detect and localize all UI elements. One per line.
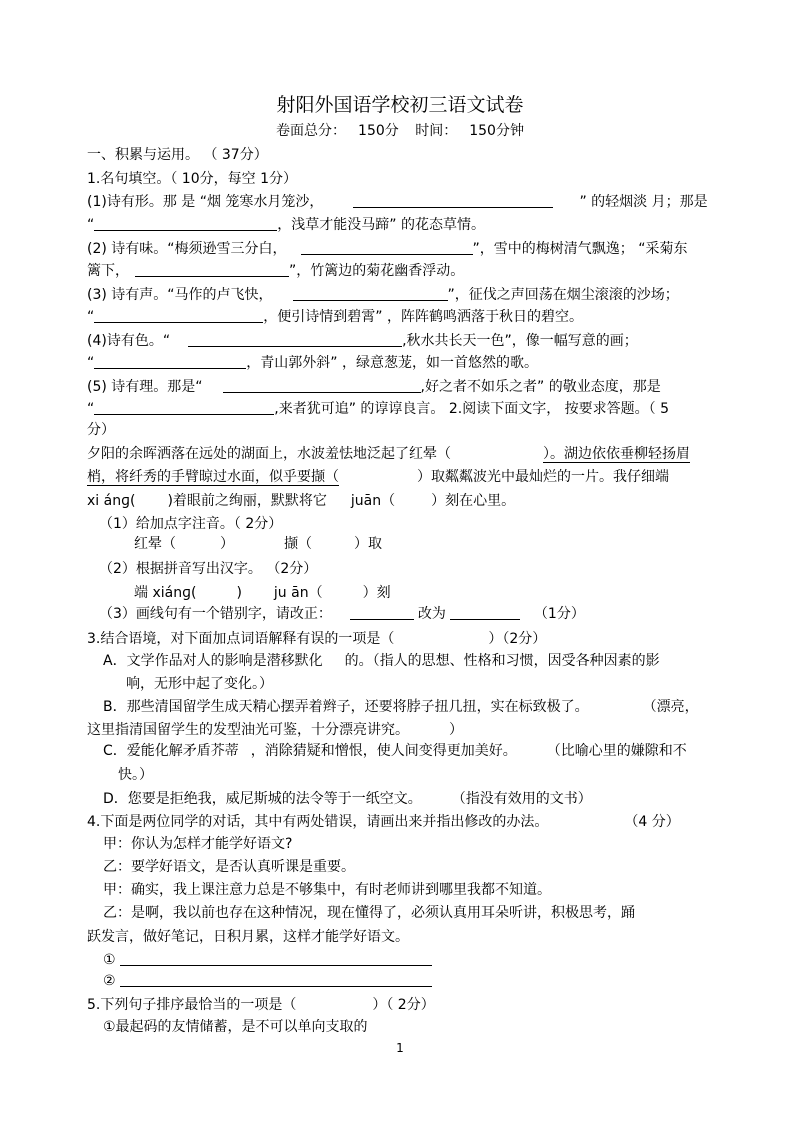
answer-blank[interactable] (94, 354, 246, 369)
answer-blank[interactable] (120, 951, 432, 966)
answer-blank[interactable] (293, 286, 448, 301)
q3-option-b-cont: 这里指清国留学生的发型油光可鉴，十分漂亮讲究。 ） (87, 722, 463, 738)
answer-blank[interactable] (450, 605, 520, 620)
question-5: 5.下列句子排序最恰当的一项是（ ）（ 2分） (87, 997, 435, 1013)
answer-blank[interactable] (94, 308, 263, 323)
q1-line-9: (5) 诗有理。那是“ ,好之者不如乐之者” 的敬业态度，那是 (87, 379, 661, 395)
dialogue-line-2: 乙：要学好语文，是否认真听课是重要。 (103, 859, 355, 875)
answer-blank[interactable] (353, 193, 553, 208)
q2-2: （2）根据拼音写出汉字。 （2分） (99, 561, 318, 577)
q1-line-7: (4)诗有色。“ ,秋水共长天一色”，像一幅写意的画； (87, 333, 638, 349)
question-4: 4.下面是两位同学的对话，其中有两处错误，请画出来并指出修改的办法。 （4 分） (87, 814, 680, 830)
q1-line-1: (1)诗有形。那 是 “烟 笼寒水月笼沙， ” 的轻烟淡 月；那是 (87, 194, 708, 210)
q3-option-c-cont: 快。） (118, 767, 153, 783)
answer-blank[interactable] (94, 216, 277, 231)
answer-blank[interactable] (135, 262, 289, 277)
exam-info (0, 122, 800, 140)
answer-blank[interactable] (223, 378, 421, 393)
question-3: 3.结合语境，对下面加点词语解释有误的一项是（ ）（2分） (87, 631, 547, 647)
passage-line-2: 梢，将纤秀的手臂晾过水面，似乎要撷（ ）取粼粼波光中最灿烂的一片。我仔细端 (87, 469, 669, 485)
q1-line-3: (2) 诗有味。“梅须逊雪三分白， ”，雪中的梅树清气飘逸； “采菊东 (87, 241, 688, 257)
q3-option-a-cont: 响，无形中起了变化。） (126, 676, 273, 692)
dialogue-line-5: 跃发言，做好笔记，日积月累，这样才能学好语文。 (87, 929, 409, 945)
section-heading: 一、积累与运用。 （ 37分） (87, 147, 268, 163)
dialogue-line-3: 甲：确实，我上课注意力总是不够集中，有时老师讲到哪里我都不知道。 (103, 882, 551, 898)
q1-line-4: 篱下， ”，竹篱边的菊花幽香浮动。 (87, 263, 465, 279)
passage-line-1: 夕阳的余晖洒落在远处的湖面上，水波羞怯地泛起了红晕（ ）。湖边依依垂柳轻扬眉 (87, 446, 690, 462)
q1-line-5: (3) 诗有声。“马作的卢飞快， ”，征伐之声回荡在烟尘滚滚的沙场； (87, 287, 679, 303)
answer-blank[interactable] (120, 972, 432, 987)
question-1-heading: 1.名句填空。（ 10分，每空 1分） (87, 171, 297, 187)
q1-line-8: “ ，青山郭外斜” ，绿意葱茏，如一首悠然的歌。 (87, 355, 538, 371)
q2-1: （1）给加点字注音。（ 2分） (99, 516, 283, 532)
answer-blank[interactable] (301, 240, 473, 255)
page-number: 1 (396, 1041, 404, 1055)
answer-line-2: ② (103, 972, 432, 990)
score-value: 150分 (358, 123, 399, 139)
q1-line-10: “ ,来者犹可追” 的谆谆良言。 2.阅读下面文字， 按要求答题。（ 5 (87, 401, 670, 417)
q3-option-a: A．文学作品对人的影响是潜移默化 的。（指人的思想、性格和习惯，因受各种因素的影 (103, 653, 660, 669)
score-label: 卷面总分： (276, 123, 347, 139)
passage-line-3: xi ánɡ( )着眼前之绚丽，默默将它 juān（ ）刻在心里。 (87, 493, 516, 509)
q2-1-items: 红晕（ ） 撷（ ）取 (134, 536, 382, 552)
answer-blank[interactable] (94, 400, 274, 415)
answer-blank[interactable] (188, 332, 402, 347)
exam-title: 射阳外国语学校初三语文试卷 (276, 94, 524, 116)
q2-2-items: 端 xiánɡ( ) ju ān（ ）刻 (134, 585, 391, 601)
q3-option-c: C．爱能化解矛盾芥蒂 ，消除猜疑和憎恨，使人间变得更加美好。 （比喻心里的嫌隙和不 (103, 743, 687, 759)
answer-line-1: ① (103, 951, 432, 969)
time-label: 时间： (415, 123, 458, 139)
dialogue-line-1: 甲：你认为怎样才能学好语文? (103, 836, 293, 852)
answer-blank[interactable] (350, 605, 414, 620)
q1-line-2: “ ，浅草才能没马蹄” 的花态草情。 (87, 217, 485, 233)
q3-option-b: B．那些清国留学生成天精心摆弄着辫子，还要将脖子扭几扭，实在标致极了。 （漂亮， (103, 699, 699, 715)
q1-line-6: “ ，便引诗情到碧霄” ，阵阵鹤鸣洒落于秋日的碧空。 (87, 309, 583, 325)
q2-score: 分） (87, 422, 115, 438)
time-value: 150分钟 (469, 123, 524, 139)
q3-option-d: D．您要是拒绝我，威尼斯城的法令等于一纸空文。 （指没有效用的文书） (103, 791, 592, 807)
q2-3: （3）画线句有一个错别字，请改正： 改为 （1分） (99, 606, 585, 622)
q5-sentence-1: ①最起码的友情储蓄，是不可以单向支取的 (103, 1019, 368, 1035)
dialogue-line-4: 乙：是啊，我以前也存在这种情况，现在懂得了，必须认真用耳朵听讲，积极思考，踊 (103, 905, 635, 921)
